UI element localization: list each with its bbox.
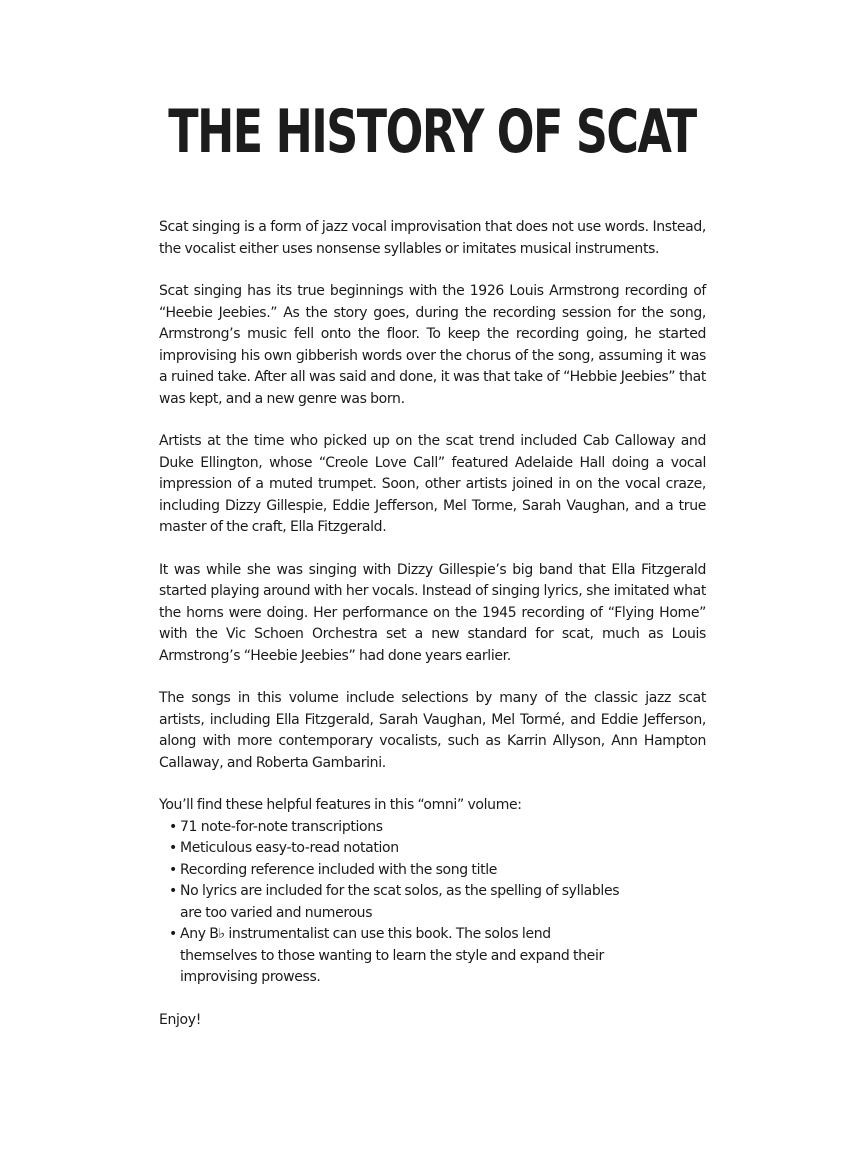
paragraph-fitzgerald: It was while she was singing with Dizzy Gillespie’s big band that Ella Fitzgerald started playing around with her vocals. Instead of singing lyrics, she imitated what the horns were doing. Her performance on the 1945 recording of “Flying Home” with the Vic Schoen Orchestra set a new standard for scat, much as Louis Armstrong’s “Heebie Jeebies” had done years earlier. [159,561,706,664]
paragraph-volume-songs: The songs in this volume include selections by many of the classic jazz scat artists, including Ella Fitzgerald, Sarah Vaughan, Mel Tormé, and Eddie Jefferson, along with more contemporary vocalists, such as Karrin Allyson, Ann Hampton Callaway, and Roberta Gambarini. [159,690,706,771]
features-intro: You’ll find these helpful features in this “omni” volume: [159,797,522,813]
document-body [159,217,706,1031]
feature-item: • Any B♭ instrumentalist can use this book. The solos lend themselves to those wanting to learn the style and expand their improvising prowess. [159,924,620,989]
paragraph-armstrong: Scat singing has its true beginnings with the 1926 Louis Armstrong recording of “Heebie Jeebies.” As the story goes, during the recording session for the song, Armstrong’s music fell onto the floor. To keep the recording going, he started improvising his own gibberish words over the chorus of the song, assuming it was a ruined take. After all was said and done, it was that take of “Hebbie Jeebies” that was kept, and a new genre was born. [159,283,706,407]
page-title: THE HISTORY OF SCAT [168,97,696,167]
feature-item: • Recording reference included with the song title [159,860,620,882]
paragraph-definition: Scat singing is a form of jazz vocal improvisation that does not use words. Instead, the vocalist either uses nonsense syllables or imitates musical instruments. [159,219,706,257]
feature-item: • No lyrics are included for the scat solos, as the spelling of syllables are too varied and numerous [159,881,620,924]
feature-item: • 71 note-for-note transcriptions [159,817,620,839]
paragraph-artists: Artists at the time who picked up on the scat trend included Cab Calloway and Duke Ellington, whose “Creole Love Call” featured Adelaide Hall doing a vocal impression of a muted trumpet. Soon, other artists joined in on the vocal craze, including Dizzy Gillespie, Eddie Jefferson, Mel Torme, Sarah Vaughan, and a true master of the craft, Ella Fitzgerald. [159,433,706,535]
closing-text: Enjoy! [159,1011,201,1028]
feature-item: • Meticulous easy-to-read notation [159,838,620,860]
features-list [159,817,706,989]
